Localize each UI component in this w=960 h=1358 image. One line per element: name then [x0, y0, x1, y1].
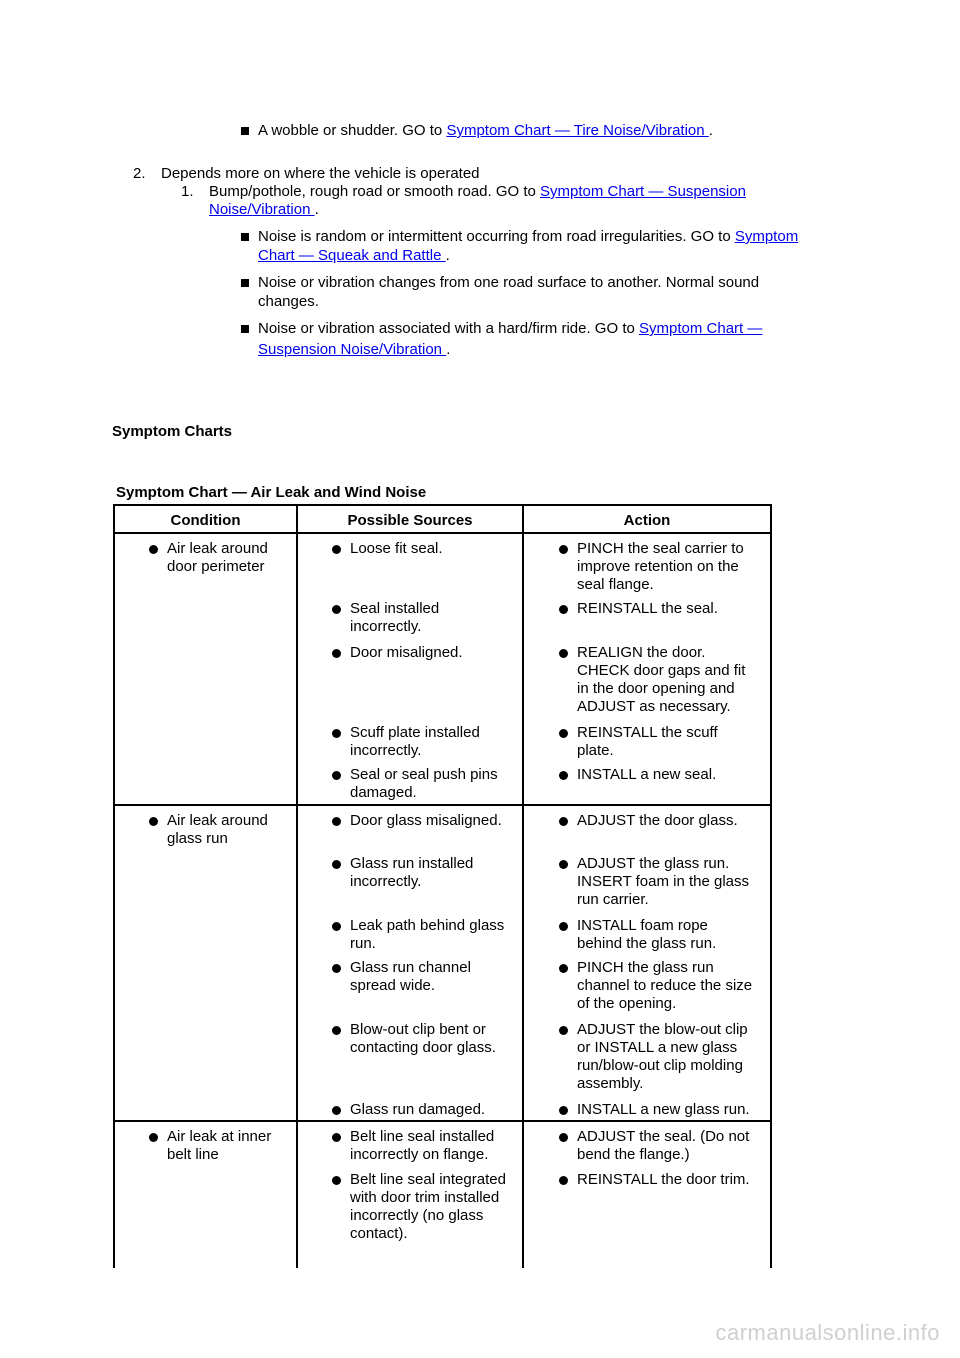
round-bullet-icon	[149, 545, 158, 554]
square-bullet-icon	[241, 233, 249, 241]
intro-bullet-random-cont: Chart — Squeak and Rattle .	[258, 247, 450, 264]
link-suspension-noise-d[interactable]: Suspension Noise/Vibration	[258, 341, 447, 358]
round-bullet-icon	[559, 605, 568, 614]
watermark: carmanualsonline.info	[715, 1320, 940, 1345]
action-cell: PINCH the glass run channel to reduce the size of the opening.	[577, 959, 752, 1013]
source-cell: Seal or seal push pins damaged.	[350, 766, 498, 802]
round-bullet-icon	[332, 860, 341, 869]
intro-bullet-random: Noise is random or intermittent occurring from road irregularities. GO to Symptom	[258, 228, 799, 245]
intro-bullet-wobble: A wobble or shudder. GO to Symptom Chart — Tire Noise/Vibration .	[258, 122, 713, 139]
link-suspension-noise-a[interactable]: Symptom Chart — Suspension	[540, 183, 746, 200]
action-cell: INSTALL a new seal.	[577, 766, 716, 784]
table-caption: Symptom Chart — Air Leak and Wind Noise	[116, 484, 427, 501]
source-cell: Glass run damaged.	[350, 1101, 485, 1119]
header-possible-sources: Possible Sources	[347, 512, 473, 529]
round-bullet-icon	[332, 964, 341, 973]
source-cell: Glass run installed incorrectly.	[350, 855, 473, 891]
round-bullet-icon	[332, 545, 341, 554]
round-bullet-icon	[332, 729, 341, 738]
condition-cell: Air leak around door perimeter	[167, 540, 268, 576]
action-cell: REINSTALL the scuff plate.	[577, 724, 718, 760]
list-item-2	[133, 165, 146, 183]
round-bullet-icon	[332, 1133, 341, 1142]
source-cell: Door misaligned.	[350, 644, 463, 662]
section-title: Symptom Charts	[112, 423, 233, 440]
sublist-item-1-cont: Noise/Vibration .	[209, 201, 319, 218]
action-cell: PINCH the seal carrier to improve retention on the seal flange.	[577, 540, 744, 594]
sublist-item-1-number: 1.	[181, 183, 194, 200]
intro-bullet-surface: Noise or vibration changes from one road surface to another. Normal sound	[258, 274, 760, 291]
source-cell: Belt line seal integrated with door trim installed incorrectly (no glass contact).	[350, 1171, 506, 1243]
source-cell: Leak path behind glass run.	[350, 917, 504, 953]
list-number: 2.	[133, 165, 146, 182]
intro-bullet-surface-cont: changes.	[258, 293, 319, 310]
link-squeak-rattle-b[interactable]: Chart — Squeak and Rattle	[258, 247, 446, 264]
round-bullet-icon	[332, 1026, 341, 1035]
action-cell: INSTALL a new glass run.	[577, 1101, 750, 1119]
square-bullet-icon	[241, 127, 249, 135]
header-action: Action	[623, 512, 671, 529]
round-bullet-icon	[332, 817, 341, 826]
action-cell: INSTALL foam rope behind the glass run.	[577, 917, 716, 953]
round-bullet-icon	[559, 729, 568, 738]
table-col-rule	[522, 504, 524, 1268]
table-top-rule	[113, 504, 772, 506]
square-bullet-icon	[241, 325, 249, 333]
action-cell: ADJUST the door glass.	[577, 812, 738, 830]
action-cell: REINSTALL the seal.	[577, 600, 718, 618]
source-cell: Seal installed incorrectly.	[350, 600, 439, 636]
round-bullet-icon	[559, 817, 568, 826]
action-cell: ADJUST the glass run. INSERT foam in the glass run carrier.	[577, 855, 749, 909]
round-bullet-icon	[559, 1106, 568, 1115]
condition-cell: Air leak around glass run	[167, 812, 268, 848]
source-cell: Blow-out clip bent or contacting door glass.	[350, 1021, 496, 1057]
round-bullet-icon	[332, 771, 341, 780]
source-cell: Door glass misaligned.	[350, 812, 502, 830]
round-bullet-icon	[332, 649, 341, 658]
link-tire-noise[interactable]: Symptom Chart — Tire Noise/Vibration	[446, 122, 709, 139]
round-bullet-icon	[559, 860, 568, 869]
round-bullet-icon	[332, 605, 341, 614]
table-left-rule	[113, 504, 115, 1268]
round-bullet-icon	[559, 1133, 568, 1142]
square-bullet-icon	[241, 279, 249, 287]
round-bullet-icon	[559, 964, 568, 973]
intro-bullet-firm-ride-cont: Suspension Noise/Vibration .	[258, 341, 451, 358]
action-cell: REINSTALL the door trim.	[577, 1171, 750, 1189]
intro-bullet-text: A wobble or shudder. GO to	[258, 122, 447, 139]
sublist-item-1: Bump/pothole, rough road or smooth road. GO to Symptom Chart — Suspension	[209, 183, 746, 200]
round-bullet-icon	[332, 1106, 341, 1115]
source-cell: Glass run channel spread wide.	[350, 959, 471, 995]
list-item-2-text: Depends more on where the vehicle is operated	[161, 165, 480, 182]
link-squeak-rattle-a[interactable]: Symptom	[734, 228, 799, 245]
action-cell: ADJUST the blow-out clip or INSTALL a new glass run/blow-out clip molding assembly.	[577, 1021, 748, 1093]
source-cell: Loose fit seal.	[350, 540, 443, 558]
intro-bullet-firm-ride: Noise or vibration associated with a hard/firm ride. GO to Symptom Chart —	[258, 320, 763, 337]
table-header-rule	[113, 532, 772, 534]
link-suspension-noise-c[interactable]: Symptom Chart —	[639, 320, 763, 337]
source-cell: Belt line seal installed incorrectly on flange.	[350, 1128, 494, 1164]
link-suspension-noise-b[interactable]: Noise/Vibration	[209, 201, 315, 218]
round-bullet-icon	[559, 922, 568, 931]
action-cell: REALIGN the door. CHECK door gaps and fit in the door opening and ADJUST as necessary.	[577, 644, 745, 716]
round-bullet-icon	[559, 1176, 568, 1185]
round-bullet-icon	[332, 922, 341, 931]
round-bullet-icon	[559, 649, 568, 658]
round-bullet-icon	[559, 1026, 568, 1035]
round-bullet-icon	[149, 1133, 158, 1142]
table-row-rule	[113, 1120, 772, 1122]
condition-cell: Air leak at inner belt line	[167, 1128, 271, 1164]
source-cell: Scuff plate installed incorrectly.	[350, 724, 480, 760]
header-condition: Condition	[170, 512, 241, 529]
round-bullet-icon	[149, 817, 158, 826]
round-bullet-icon	[332, 1176, 341, 1185]
round-bullet-icon	[559, 545, 568, 554]
table-right-rule	[770, 504, 772, 1268]
table-row-rule	[113, 804, 772, 806]
action-cell: ADJUST the seal. (Do not bend the flange.)	[577, 1128, 749, 1164]
table-col-rule	[296, 504, 298, 1268]
round-bullet-icon	[559, 771, 568, 780]
